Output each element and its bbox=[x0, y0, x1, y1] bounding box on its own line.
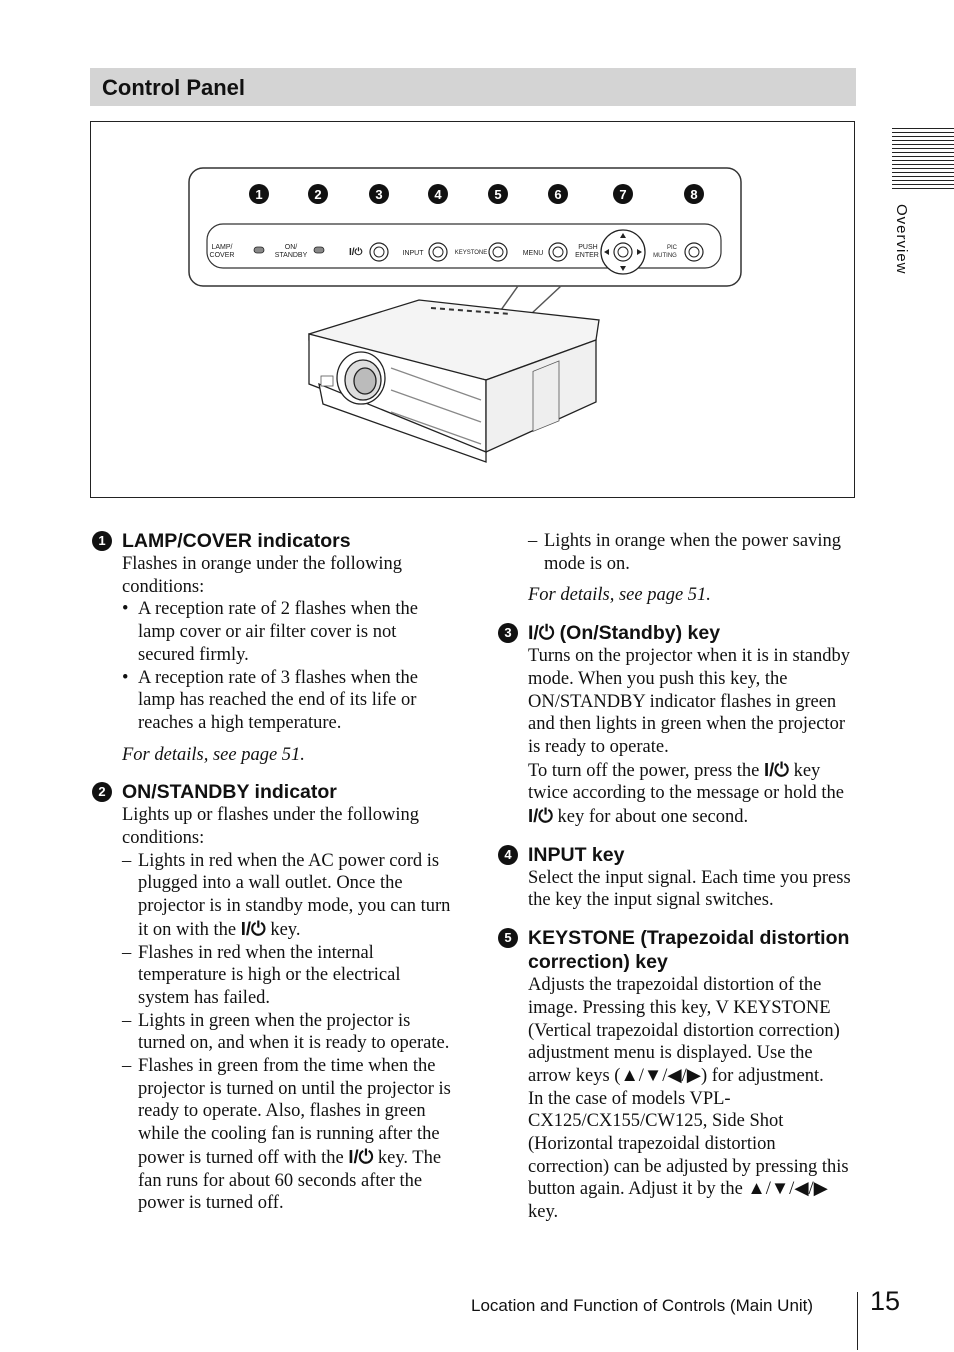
label-muting: MUTING bbox=[653, 253, 677, 259]
power-symbol-icon: I/⏻ bbox=[528, 805, 553, 827]
section-5-heading bbox=[504, 926, 854, 974]
section-3-title: (On/Standby) key bbox=[554, 622, 721, 645]
label-onstandby-line1: ON/ bbox=[284, 244, 298, 251]
section-2-title: ON/STANDBY indicator bbox=[122, 781, 337, 804]
section-5-p2: In the case of models VPL-CX125/CX155/CW125, Side Shot (Horizontal trapezoidal distortion correction) can be adjusted by pressing this button again. Adjust it by the ▲/▼/◀/▶ key. bbox=[528, 1088, 849, 1223]
number-badge-4: 4 bbox=[498, 845, 518, 865]
power-symbol-icon: I/⏻ bbox=[240, 917, 266, 939]
label-pic: PIC bbox=[666, 245, 678, 251]
control-panel-figure bbox=[90, 121, 855, 498]
label-menu: MENU bbox=[522, 250, 544, 257]
number-badge-2: 2 bbox=[92, 782, 112, 802]
dash-text: Flashes in red when the internal temperature is high or the electrical system has failed. bbox=[138, 942, 401, 1008]
text-run: key for about one second. bbox=[552, 807, 749, 828]
label-onstandby-line2: STANDBY bbox=[274, 252, 308, 259]
page-number: 15 bbox=[870, 1286, 901, 1316]
text-run: To turn off the power, press the bbox=[528, 760, 765, 781]
bullet-mark: • bbox=[122, 599, 129, 620]
dash-mark: – bbox=[122, 942, 132, 963]
onstandby-indicator bbox=[314, 247, 324, 253]
label-lamp-line1: LAMP/ bbox=[211, 244, 233, 251]
callout-number-6: 6 bbox=[554, 187, 562, 202]
continued-dash-item bbox=[528, 530, 854, 575]
section-5-title: KEYSTONE (Trapezoidal distortion correction) key bbox=[528, 927, 850, 974]
section-title: Control Panel bbox=[102, 75, 246, 100]
section-3-p1: Turns on the projector when it is in standby mode. When you push this key, the ON/STANDBY indicator flashes in green and then lights in green when the projector is ready to operate. bbox=[528, 646, 851, 757]
footer-divider bbox=[857, 1292, 858, 1350]
section-2-dash-item bbox=[122, 942, 452, 1010]
callout-number-1: 1 bbox=[255, 187, 263, 202]
section-4-title: INPUT key bbox=[528, 843, 625, 866]
section-1-heading bbox=[98, 529, 452, 553]
dash-text: Lights in red when the AC power cord is plugged into a wall outlet. Once the projector is in standby mode, you can turn it on with the bbox=[138, 850, 451, 940]
section-1-intro: Flashes in orange under the following conditions: bbox=[122, 554, 403, 597]
text-run: key twice according to the message or hold the bbox=[528, 760, 844, 804]
section-title-bar bbox=[90, 68, 856, 106]
section-2-intro: Lights up or flashes under the following conditions: bbox=[122, 805, 419, 849]
bullet-text: A reception rate of 3 flashes when the lamp has reached the end of its life or reaches a high temperature. bbox=[138, 667, 418, 733]
callout-number-3: 3 bbox=[375, 187, 383, 202]
section-4-heading bbox=[504, 843, 854, 867]
right-column bbox=[504, 530, 854, 1224]
callout-number-8: 8 bbox=[690, 187, 698, 202]
control-panel-illustration bbox=[91, 122, 853, 496]
section-5-p1: Adjusts the trapezoidal distortion of the image. Pressing this key, V KEYSTONE (Vertical trapezoidal distortion correction) adjustment menu is displayed. Use the arrow keys (▲/▼/◀/▶) for adjustment. bbox=[528, 975, 840, 1086]
section-1-reference: For details, see page 51. bbox=[122, 744, 305, 765]
dash-mark: – bbox=[122, 1010, 132, 1031]
dash-text: Lights in green when the projector is turned on, and when it is ready to operate. bbox=[138, 1010, 450, 1054]
label-power: I/⏻ bbox=[349, 247, 363, 258]
number-badge-1: 1 bbox=[92, 531, 112, 551]
section-2-dash-item bbox=[122, 1010, 452, 1055]
power-symbol-icon: I/⏻ bbox=[348, 1145, 374, 1167]
label-lamp-line2: COVER bbox=[209, 252, 235, 259]
dash-mark: – bbox=[528, 531, 538, 551]
number-badge-5: 5 bbox=[498, 928, 518, 948]
label-keystone: KEYSTONE bbox=[454, 250, 488, 256]
label-enter: ENTER bbox=[575, 252, 599, 259]
section-1-title: LAMP/COVER indicators bbox=[122, 530, 351, 552]
side-tab-lines bbox=[892, 128, 954, 192]
dash-text: key. The fan runs for about 60 seconds after the power is turned off. bbox=[138, 1147, 442, 1214]
bullet-mark: • bbox=[122, 667, 129, 688]
section-2-dash-item bbox=[122, 1055, 452, 1215]
section-1-bullet bbox=[122, 598, 452, 666]
label-input: INPUT bbox=[402, 250, 424, 257]
section-2-heading bbox=[98, 780, 452, 804]
dash-mark: – bbox=[122, 850, 132, 871]
section-3-p2 bbox=[528, 759, 854, 829]
dash-text: Lights in orange when the power saving mode is on. bbox=[544, 531, 841, 574]
projector-illustration bbox=[309, 300, 599, 462]
section-2-dash-item bbox=[122, 850, 452, 942]
section-1-bullet bbox=[122, 667, 452, 735]
right-reference: For details, see page 51. bbox=[528, 585, 711, 606]
section-3-heading bbox=[504, 621, 854, 645]
section-4-p1: Select the input signal. Each time you press the key the input signal switches. bbox=[528, 867, 851, 911]
lamp-indicator bbox=[254, 247, 264, 253]
callout-number-4: 4 bbox=[434, 187, 442, 202]
callout-number-7: 7 bbox=[619, 187, 627, 202]
side-tab-label: Overview bbox=[893, 204, 910, 275]
power-symbol-icon: I/⏻ bbox=[528, 622, 555, 645]
left-column bbox=[98, 529, 452, 1215]
dash-text: Flashes in green from the time when the projector is turned on until the projector is ready to operate. Also, flashes in green while the cooling fan is running after the power is turned off with the bbox=[138, 1056, 451, 1168]
number-badge-3: 3 bbox=[498, 623, 518, 643]
callout-number-2: 2 bbox=[314, 187, 322, 202]
dash-text: key. bbox=[265, 919, 301, 940]
callout-number-5: 5 bbox=[494, 187, 502, 202]
footer-text: Location and Function of Controls (Main Unit) bbox=[471, 1296, 814, 1315]
label-push: PUSH bbox=[578, 244, 598, 251]
bullet-text: A reception rate of 2 flashes when the lamp cover or air filter cover is not secured firmly. bbox=[138, 599, 418, 665]
power-symbol-icon: I/⏻ bbox=[764, 758, 789, 780]
dash-mark: – bbox=[122, 1056, 132, 1077]
